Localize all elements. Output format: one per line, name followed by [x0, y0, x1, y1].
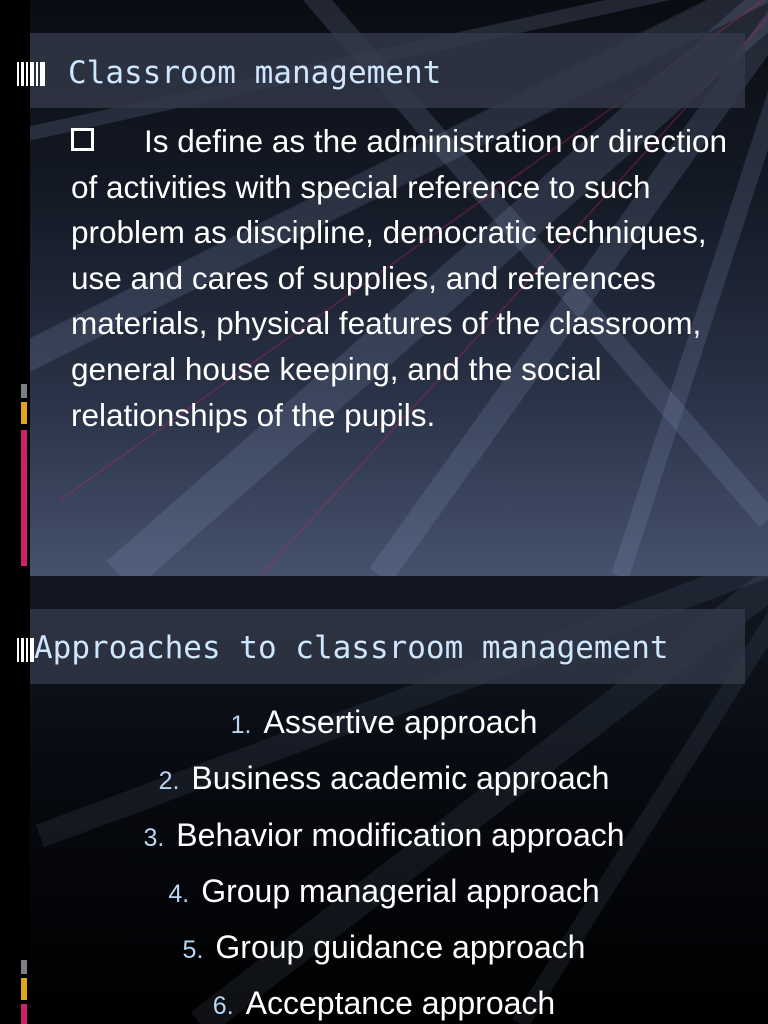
slide-approaches — [0, 576, 768, 1024]
list-item — [0, 696, 768, 752]
list-item — [0, 977, 768, 1024]
item-number: 5. — [182, 936, 204, 965]
item-label: Group managerial approach — [201, 872, 600, 909]
item-number: 2. — [158, 767, 180, 796]
item-number: 1. — [230, 711, 252, 739]
slide-title: Approaches to classroom management — [34, 630, 669, 666]
slide-title: Classroom management — [68, 55, 442, 91]
vertical-bars-icon — [17, 638, 35, 662]
vertical-bars-icon — [17, 62, 47, 86]
list-item — [0, 921, 768, 977]
item-number: 4. — [168, 879, 190, 908]
definition-text: Is define as the administration or direction of activities with special reference to such problem as discipline, democratic techniques, use and cares of supplies, and references materials, physical features of the classroom, general house keeping, and the social relationships of the pupils. — [71, 123, 728, 433]
accent-gray-mark — [21, 384, 27, 398]
approaches-list — [0, 696, 768, 1024]
list-item — [0, 752, 768, 808]
accent-yellow-mark — [21, 402, 27, 424]
item-label: Group guidance approach — [215, 929, 586, 966]
empty-checkbox-icon — [71, 128, 94, 151]
item-label: Acceptance approach — [245, 985, 556, 1022]
list-item — [0, 865, 768, 921]
list-item — [0, 809, 768, 865]
definition-paragraph — [71, 119, 731, 438]
item-number: 6. — [212, 992, 234, 1021]
item-number: 3. — [143, 823, 165, 852]
item-label: Business academic approach — [191, 760, 610, 797]
item-label: Assertive approach — [263, 704, 538, 740]
item-label: Behavior modification approach — [176, 816, 625, 853]
accent-pink-mark — [21, 430, 27, 566]
